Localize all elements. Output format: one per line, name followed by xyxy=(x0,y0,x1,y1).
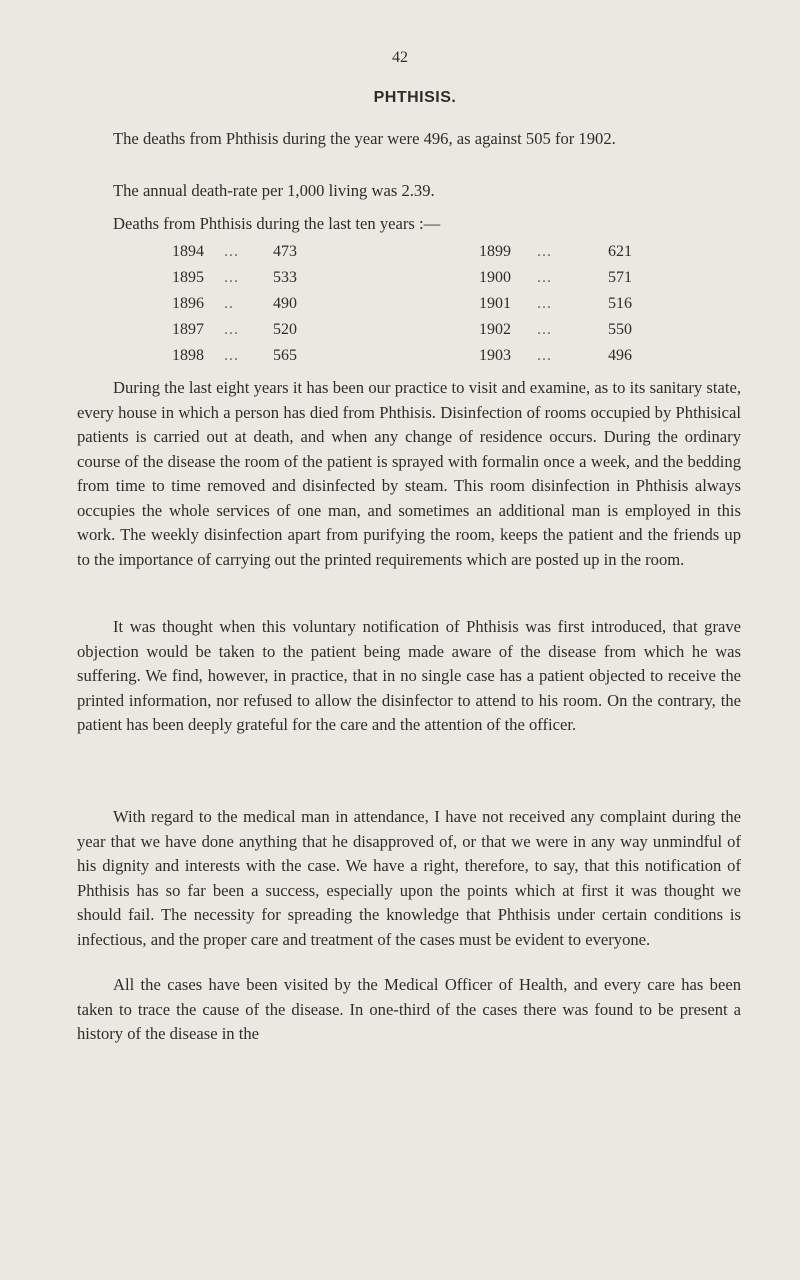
paragraph-medical-man xyxy=(77,805,741,952)
dot-leader: ... xyxy=(224,347,239,364)
table-row xyxy=(172,243,672,269)
year-cell: 1903 xyxy=(479,347,511,364)
dot-leader: ... xyxy=(224,243,239,260)
year-cell: 1895 xyxy=(172,269,204,286)
dot-leader: ... xyxy=(224,269,239,286)
dot-leader: ... xyxy=(537,321,552,338)
year-cell: 1894 xyxy=(172,243,204,260)
paragraph-death-rate xyxy=(77,179,741,204)
dot-leader: ... xyxy=(537,347,552,364)
year-cell: 1898 xyxy=(172,347,204,364)
year-cell: 1900 xyxy=(479,269,511,286)
year-cell: 1897 xyxy=(172,321,204,338)
paragraph-text: All the cases have been visited by the Medical Officer of Health, and every care has been taken to trace the cause of the disease. In one-third of the cases there was found to be present a history of the disease in the xyxy=(77,975,741,1043)
paragraph-disinfection-practice xyxy=(77,376,741,572)
year-cell: 1896 xyxy=(172,295,204,312)
dot-leader: .. xyxy=(224,295,234,312)
section-heading: PHTHISIS. xyxy=(373,89,457,106)
deaths-cell: 533 xyxy=(273,269,297,286)
deaths-cell: 621 xyxy=(608,243,632,260)
year-cell: 1902 xyxy=(479,321,511,338)
paragraph-text: During the last eight years it has been our practice to visit and examine, as to its sanitary state, every house in which a person has died from Phthisis. Disinfection of rooms occupied by Phthisical patients is carried out at death, and when any change of residence occurs. During the ordinary course of the disease the room of the patient is sprayed with formalin once a week, and the bedding from time to time removed and disinfected by steam. This room disinfection in Phthisis always occupies the whole services of one man, and sometimes an additional man is employed in this work. The weekly disinfection apart from purifying the room, keeps the patient and the friends up to the importance of carrying out the printed requirements which are posted up in the room. xyxy=(77,378,741,569)
dot-leader: ... xyxy=(537,269,552,286)
paragraph-text: Deaths from Phthisis during the last ten years :— xyxy=(113,214,441,233)
year-cell: 1899 xyxy=(479,243,511,260)
paragraph-text: It was thought when this voluntary notification of Phthisis was first introduced, that grave objection would be taken to the patient being made aware of the disease from which he was suffering. We find, however, in practice, that in no single case has a patient objected to receive the printed information, nor refused to allow the disinfector to attend to his room. On the contrary, the patient has been deeply grateful for the care and the attention of the officer. xyxy=(77,617,741,734)
paragraph-voluntary-notification xyxy=(77,615,741,738)
deaths-cell: 565 xyxy=(273,347,297,364)
table-row xyxy=(172,321,672,347)
table-row xyxy=(172,295,672,321)
deaths-cell: 571 xyxy=(608,269,632,286)
table-row xyxy=(172,269,672,295)
paragraph-table-intro xyxy=(77,212,741,237)
dot-leader: ... xyxy=(224,321,239,338)
page-number: 42 xyxy=(392,49,408,66)
deaths-cell: 550 xyxy=(608,321,632,338)
table-row xyxy=(172,347,672,373)
deaths-cell: 473 xyxy=(273,243,297,260)
deaths-cell: 520 xyxy=(273,321,297,338)
paragraph-cases-visited xyxy=(77,973,741,1047)
deaths-cell: 490 xyxy=(273,295,297,312)
paragraph-text: The annual death-rate per 1,000 living was 2.39. xyxy=(113,181,435,200)
deaths-table xyxy=(172,243,672,373)
deaths-cell: 496 xyxy=(608,347,632,364)
paragraph-text: With regard to the medical man in attendance, I have not received any complaint during the year that we have done anything that he disapproved of, or that we were in any way unmindful of his dignity and interests with the case. We have a right, therefore, to say, that this notification of Phthisis has so far been a success, especially upon the points which at first it was thought we should fail. The necessity for spreading the knowledge that Phthisis under certain conditions is infectious, and the proper care and treatment of the cases must be evident to everyone. xyxy=(77,807,741,949)
year-cell: 1901 xyxy=(479,295,511,312)
deaths-cell: 516 xyxy=(608,295,632,312)
dot-leader: ... xyxy=(537,295,552,312)
dot-leader: ... xyxy=(537,243,552,260)
paragraph-deaths-summary xyxy=(77,127,741,152)
paragraph-text: The deaths from Phthisis during the year were 496, as against 505 for 1902. xyxy=(113,129,616,148)
